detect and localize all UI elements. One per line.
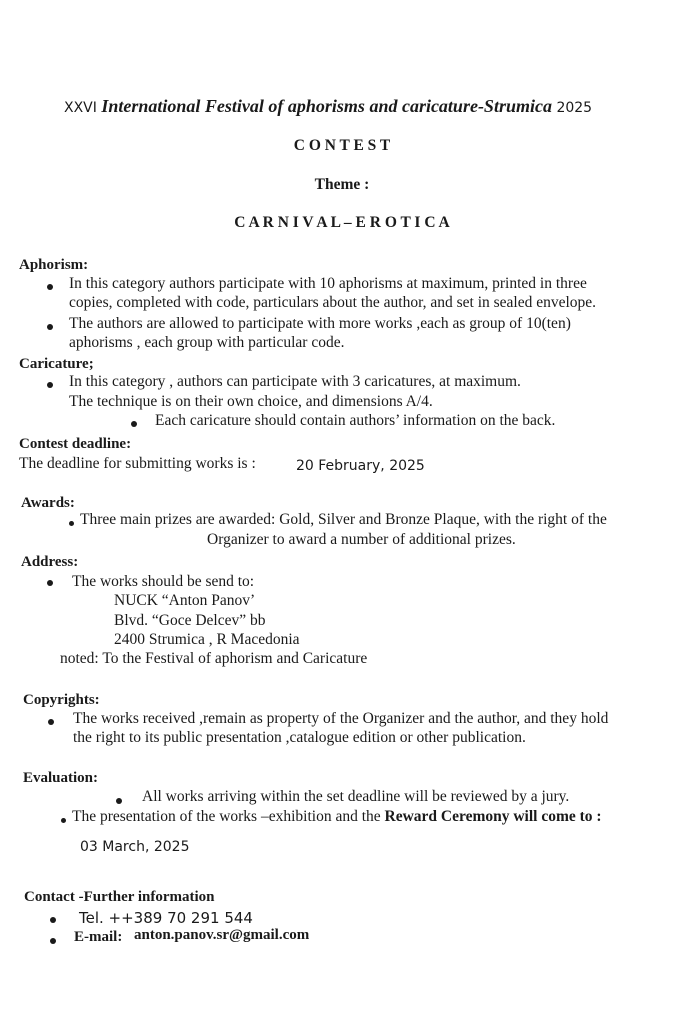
contact-heading: Contact -Further information [24, 889, 215, 905]
copyrights-line-1: The works received ,remain as property of the Organizer and the author, and they hold [73, 710, 609, 727]
festival-name: International Festival of aphorisms and caricature-Strumica [101, 96, 552, 116]
theme-title: C A R N I V A L – E R O T I C A [234, 214, 450, 231]
aphorism-item-2-line-2: aphorisms , each group with particular code. [69, 334, 345, 351]
aphorism-item-1-line-1: In this category authors participate with 10 aphorisms at maximum, printed in three [69, 275, 587, 292]
festival-title [64, 96, 592, 117]
bullet-icon [48, 719, 54, 725]
caricature-item-2: Each caricature should contain authors’ information on the back. [155, 412, 556, 429]
address-line-3: 2400 Strumica , R Macedonia [114, 631, 300, 648]
aphorism-heading: Aphorism: [19, 257, 89, 273]
edition: XXVI [64, 100, 97, 116]
caricature-item-1-line-1: In this category , authors can participate with 3 caricatures, at maximum. [69, 373, 521, 390]
ceremony-text: Reward Ceremony will come to : [384, 808, 602, 825]
contact-tel[interactable]: Tel. ++389 70 291 544 [79, 909, 253, 927]
contact-email[interactable]: anton.panov.sr@gmail.com [134, 927, 310, 943]
bullet-icon [47, 382, 53, 388]
festival-year: 2025 [556, 100, 593, 116]
address-line-1: NUCK “Anton Panov’ [114, 592, 256, 609]
email-label: E-mail: [74, 929, 123, 945]
address-heading: Address: [21, 554, 79, 570]
bullet-icon [47, 580, 53, 586]
ceremony-date: 03 March, 2025 [80, 839, 190, 855]
bullet-icon [47, 284, 53, 290]
bullet-icon [116, 798, 122, 804]
bullet-icon [47, 324, 53, 330]
evaluation-item-2 [72, 808, 602, 826]
caricature-heading: Caricature; [19, 356, 94, 372]
evaluation-item-1: All works arriving within the set deadline will be reviewed by a jury. [142, 788, 570, 805]
address-line-2: Blvd. “Goce Delcev” bb [114, 612, 266, 629]
evaluation-item-2-text: The presentation of the works –exhibition and the [72, 808, 385, 825]
address-intro: The works should be send to: [72, 573, 255, 590]
copyrights-line-2: the right to its public presentation ,catalogue edition or other publication. [73, 729, 526, 746]
bullet-icon [50, 938, 56, 944]
theme-label: Theme : [314, 176, 370, 193]
deadline-text: The deadline for submitting works is : [19, 455, 256, 472]
awards-line-2: Organizer to award a number of additional prizes. [207, 531, 516, 548]
deadline-date: 20 February, 2025 [296, 458, 425, 474]
evaluation-heading: Evaluation: [23, 770, 99, 786]
aphorism-item-1-line-2: copies, completed with code, particulars about the author, and set in sealed envelope. [69, 294, 597, 311]
address-note: noted: To the Festival of aphorism and Caricature [60, 650, 368, 667]
aphorism-item-2-line-1: The authors are allowed to participate with more works ,each as group of 10(ten) [69, 315, 571, 332]
copyrights-heading: Copyrights: [23, 692, 100, 708]
deadline-heading: Contest deadline: [19, 436, 132, 452]
bullet-icon [131, 421, 137, 427]
caricature-item-1-line-2: The technique is on their own choice, and dimensions A/4. [69, 393, 433, 410]
bullet-icon [50, 917, 56, 923]
bullet-icon [69, 521, 74, 526]
awards-heading: Awards: [21, 495, 75, 511]
bullet-icon [61, 818, 66, 823]
awards-line-1: Three main prizes are awarded: Gold, Silver and Bronze Plaque, with the right of the [80, 511, 607, 528]
contest-title: C O N T E S T [293, 137, 391, 154]
